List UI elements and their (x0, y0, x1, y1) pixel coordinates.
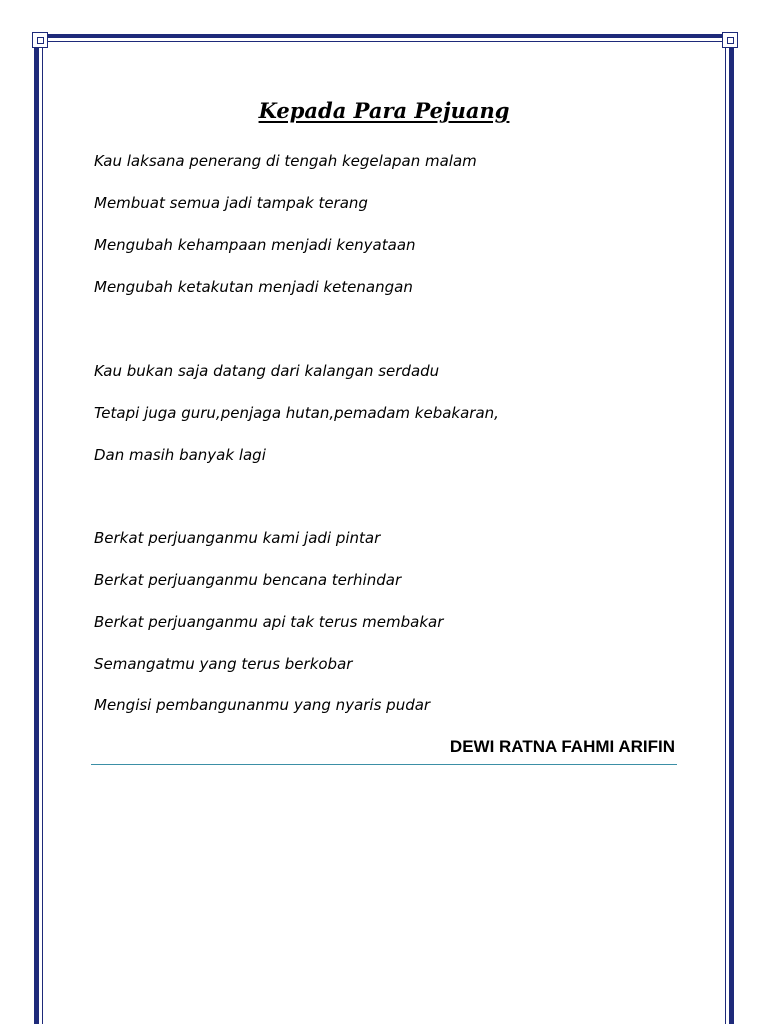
poem-line: Mengubah ketakutan menjadi ketenangan (94, 278, 413, 296)
page-border-right-inner (725, 42, 726, 1024)
poem-line: Berkat perjuanganmu kami jadi pintar (94, 529, 381, 547)
author-name: DEWI RATNA FAHMI ARIFIN (449, 737, 675, 756)
signature-rule (91, 764, 677, 765)
poem-line: Berkat perjuanganmu bencana terhindar (94, 571, 402, 589)
poem-title: Kepada Para Pejuang (258, 98, 510, 123)
poem-line: Mengubah kehampaan menjadi kenyataan (94, 236, 416, 254)
poem-line: Dan masih banyak lagi (94, 446, 266, 464)
page-border-top-thin (34, 41, 734, 42)
poem-line: Kau laksana penerang di tengah kegelapan malam (94, 152, 477, 170)
border-corner-ornament-top-right (722, 32, 738, 48)
page-border-right (729, 34, 734, 1024)
poem-line: Semangatmu yang terus berkobar (94, 655, 353, 673)
poem-line: Tetapi juga guru,penjaga hutan,pemadam kebakaran, (94, 404, 499, 422)
page-border-left-inner (42, 42, 43, 1024)
page-border-left (34, 34, 39, 1024)
poem-line: Membuat semua jadi tampak terang (94, 194, 368, 212)
page-border-top (34, 34, 734, 38)
poem-line: Mengisi pembangunanmu yang nyaris pudar (94, 696, 431, 714)
poem-line: Kau bukan saja datang dari kalangan serdadu (94, 362, 440, 380)
poem-line: Berkat perjuanganmu api tak terus membakar (94, 613, 444, 631)
border-corner-ornament-top-left (32, 32, 48, 48)
